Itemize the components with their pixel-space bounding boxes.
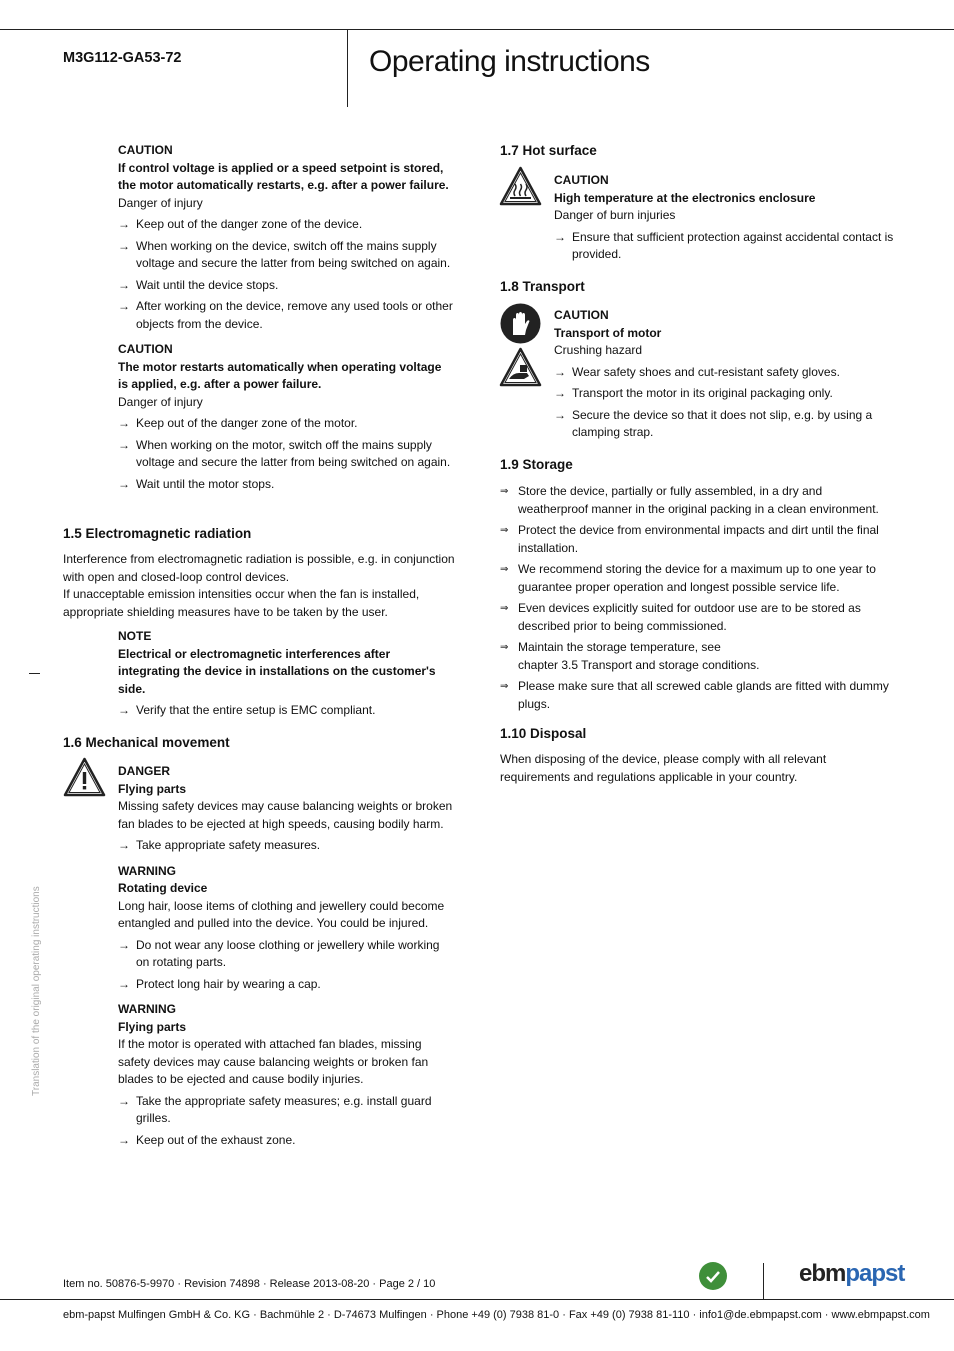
footer-logo-divider bbox=[763, 1263, 764, 1299]
note-label: NOTE bbox=[118, 629, 152, 643]
list-item: → Do not wear any loose clothing or jewellery while working on rotating parts. bbox=[118, 937, 440, 969]
arrow-icon: → bbox=[118, 1093, 130, 1108]
danger-text: Missing safety devices may cause balancing weights or broken fan blades to be ejected at high speeds, causing bodily harm. bbox=[118, 799, 453, 831]
hot-heading: 1.7 Hot surface bbox=[500, 143, 597, 158]
arrow-icon: → bbox=[118, 277, 130, 292]
list-item: ⇒ Store the device, partially or fully assembled, in a dry and weatherproof manner in the original packing in a clean environment. bbox=[500, 484, 879, 516]
list-item: → Take the appropriate safety measures; e.g. install guard grilles. bbox=[118, 1093, 432, 1125]
emr-heading: 1.5 Electromagnetic radiation bbox=[63, 526, 252, 541]
hot-bold: High temperature at the electronics enclosure bbox=[554, 190, 816, 205]
list-item: → Secure the device so that it does not slip, e.g. by using a clamping strap. bbox=[554, 407, 873, 439]
double-arrow-bullet-icon: ⇒ bbox=[500, 564, 509, 575]
list-item: → Take appropriate safety measures. bbox=[118, 837, 455, 855]
emr-section bbox=[63, 525, 455, 621]
arrow-icon: → bbox=[118, 703, 130, 717]
list-item: → Wear safety shoes and cut-resistant safety gloves. bbox=[554, 364, 894, 382]
double-arrow-bullet-icon: ⇒ bbox=[500, 603, 509, 614]
list-item: → Wait until the device stops. bbox=[118, 277, 453, 295]
caution2-label: CAUTION bbox=[118, 342, 173, 356]
warning1-label: WARNING bbox=[118, 863, 176, 878]
transport-content bbox=[554, 307, 894, 442]
list-item: → Transport the motor in its original packaging only. bbox=[554, 385, 894, 403]
page-title: Operating instructions bbox=[369, 45, 650, 78]
warning1-bold: Rotating device bbox=[118, 881, 208, 895]
danger-label: DANGER bbox=[118, 764, 171, 778]
emr-text2: If unacceptable emission intensities occur when the fan is installed, appropriate shielding measures have to be taken by the user. bbox=[63, 587, 420, 619]
header-divider bbox=[347, 29, 348, 107]
hot-heading-block bbox=[500, 142, 895, 160]
arrow-icon: → bbox=[118, 437, 130, 452]
hot-hazard: Danger of burn injuries bbox=[554, 208, 676, 222]
arrow-icon: → bbox=[554, 407, 566, 422]
list-item: → Keep out of the danger zone of the motor. bbox=[118, 415, 453, 433]
hand-crush-icon bbox=[499, 347, 542, 387]
arrow-icon: → bbox=[118, 937, 130, 952]
list-item: ⇒ Maintain the storage temperature, see chapter 3.5 Transport and storage conditions. bbox=[500, 640, 760, 672]
double-arrow-bullet-icon: ⇒ bbox=[500, 525, 509, 536]
double-arrow-bullet-icon: ⇒ bbox=[500, 681, 509, 692]
arrow-icon: → bbox=[118, 416, 130, 430]
emr-text1: Interference from electromagnetic radiation is possible, e.g. in conjunction with open and closed-loop control devices. bbox=[63, 552, 455, 584]
list-item: → Verify that the entire setup is EMC compliant. bbox=[118, 702, 453, 720]
caution1-label: CAUTION bbox=[118, 143, 173, 157]
double-arrow-bullet-icon: ⇒ bbox=[500, 486, 509, 497]
arrow-icon: → bbox=[118, 976, 130, 991]
list-item: → Keep out of the danger zone of the device. bbox=[118, 216, 453, 234]
margin-mark bbox=[29, 673, 40, 674]
arrow-icon: → bbox=[118, 238, 130, 253]
arrow-icon: → bbox=[554, 364, 566, 379]
list-item: → When working on the motor, switch off the mains supply voltage and secure the latter from being switched on again. bbox=[118, 437, 451, 469]
warning1-text: Long hair, loose items of clothing and jewellery could become entangled and pulled into the device. You could be injured. bbox=[118, 898, 445, 930]
disposal-heading: 1.10 Disposal bbox=[500, 726, 587, 741]
hot-label: CAUTION bbox=[554, 173, 609, 187]
warning2-label: WARNING bbox=[118, 1002, 176, 1016]
double-arrow-bullet-icon: ⇒ bbox=[500, 642, 509, 653]
warning2-text: If the motor is operated with attached fan blades, missing safety devices may cause balancing weights or broken fan blades to be ejected and cause bodily injuries. bbox=[118, 1037, 429, 1086]
danger-bold: Flying parts bbox=[118, 781, 187, 796]
disposal-text: When disposing of the device, please comply with all relevant requirements and regulations applicable in your country. bbox=[500, 752, 827, 784]
caution2-bold: The motor restarts automatically when operating voltage is applied, e.g. after a power failure. bbox=[118, 359, 442, 391]
warning2-bold: Flying parts bbox=[118, 1019, 187, 1034]
list-item: ⇒ Even devices explicitly suited for outdoor use are to be stored as described prior to being commissioned. bbox=[500, 601, 861, 633]
gloves-icon bbox=[499, 303, 542, 344]
mech-content bbox=[118, 763, 455, 1149]
green-tech-badge-icon bbox=[698, 1261, 728, 1291]
storage-heading: 1.9 Storage bbox=[500, 457, 573, 472]
caution2-hazard: Danger of injury bbox=[118, 394, 203, 409]
transport-heading: 1.8 Transport bbox=[500, 279, 585, 294]
note-bold: Electrical or electromagnetic interferences after integrating the device in installations on the customer's side. bbox=[118, 646, 436, 696]
mech-heading-block bbox=[63, 734, 455, 752]
sidebar-translation-note: Translation of the original operating instructions bbox=[31, 886, 42, 1096]
mech-heading: 1.6 Mechanical movement bbox=[63, 735, 230, 750]
arrow-icon: → bbox=[554, 386, 566, 400]
arrow-icon: → bbox=[118, 299, 130, 313]
list-item: ⇒ Please make sure that all screwed cable glands are fitted with dummy plugs. bbox=[500, 679, 889, 711]
arrow-icon: → bbox=[118, 1132, 130, 1147]
left-column bbox=[118, 142, 453, 493]
caution1-bold: If control voltage is applied or a speed setpoint is stored, the motor automatically restarts, e.g. after a power failure. bbox=[118, 160, 449, 192]
transport-heading-block bbox=[500, 278, 895, 296]
emr-note bbox=[118, 628, 453, 720]
caution1-hazard: Danger of injury bbox=[118, 195, 203, 210]
list-item: → When working on the device, switch off the mains supply voltage and secure the latter from being switched on again. bbox=[118, 238, 451, 270]
list-item: → Protect long hair by wearing a cap. bbox=[118, 976, 455, 994]
storage-section bbox=[500, 456, 890, 786]
transport-label: CAUTION bbox=[554, 308, 609, 322]
warning-triangle-icon bbox=[63, 757, 106, 797]
model-number: M3G112-GA53-72 bbox=[63, 50, 182, 66]
arrow-icon: → bbox=[118, 476, 130, 491]
ebmpapst-logo: ebmpapst bbox=[799, 1260, 905, 1287]
transport-bold: Transport of motor bbox=[554, 325, 662, 340]
list-item: ⇒ We recommend storing the device for a maximum up to one year to guarantee proper operation and longest possible service life. bbox=[500, 562, 876, 594]
list-item: → Wait until the motor stops. bbox=[118, 476, 453, 494]
arrow-icon: → bbox=[118, 217, 130, 231]
list-item: → After working on the device, remove any used tools or other objects from the device. bbox=[118, 299, 453, 331]
footer-rule bbox=[0, 1299, 954, 1300]
hot-content bbox=[554, 172, 894, 264]
header-top-rule bbox=[0, 29, 954, 30]
footer-company-line: ebm-papst Mulfingen GmbH & Co. KG · Bachmühle 2 · D-74673 Mulfingen · Phone +49 (0) 7938 81-0 · Fax +49 (0) 7938 81-110 · info1@de.ebmpapst.com · www.ebmpapst.com bbox=[63, 1309, 930, 1321]
transport-hazard: Crushing hazard bbox=[554, 343, 643, 357]
list-item: ⇒ Protect the device from environmental impacts and dirt until the final installation. bbox=[500, 523, 879, 555]
list-item: → Keep out of the exhaust zone. bbox=[118, 1132, 455, 1150]
footer-item-line: Item no. 50876-5-9970 · Revision 74898 · Release 2013-08-20 · Page 2 / 10 bbox=[63, 1278, 436, 1290]
arrow-icon: → bbox=[554, 229, 566, 244]
list-item: → Ensure that sufficient protection against accidental contact is provided. bbox=[554, 229, 894, 261]
hot-surface-icon bbox=[499, 166, 542, 206]
arrow-icon: → bbox=[118, 838, 130, 852]
